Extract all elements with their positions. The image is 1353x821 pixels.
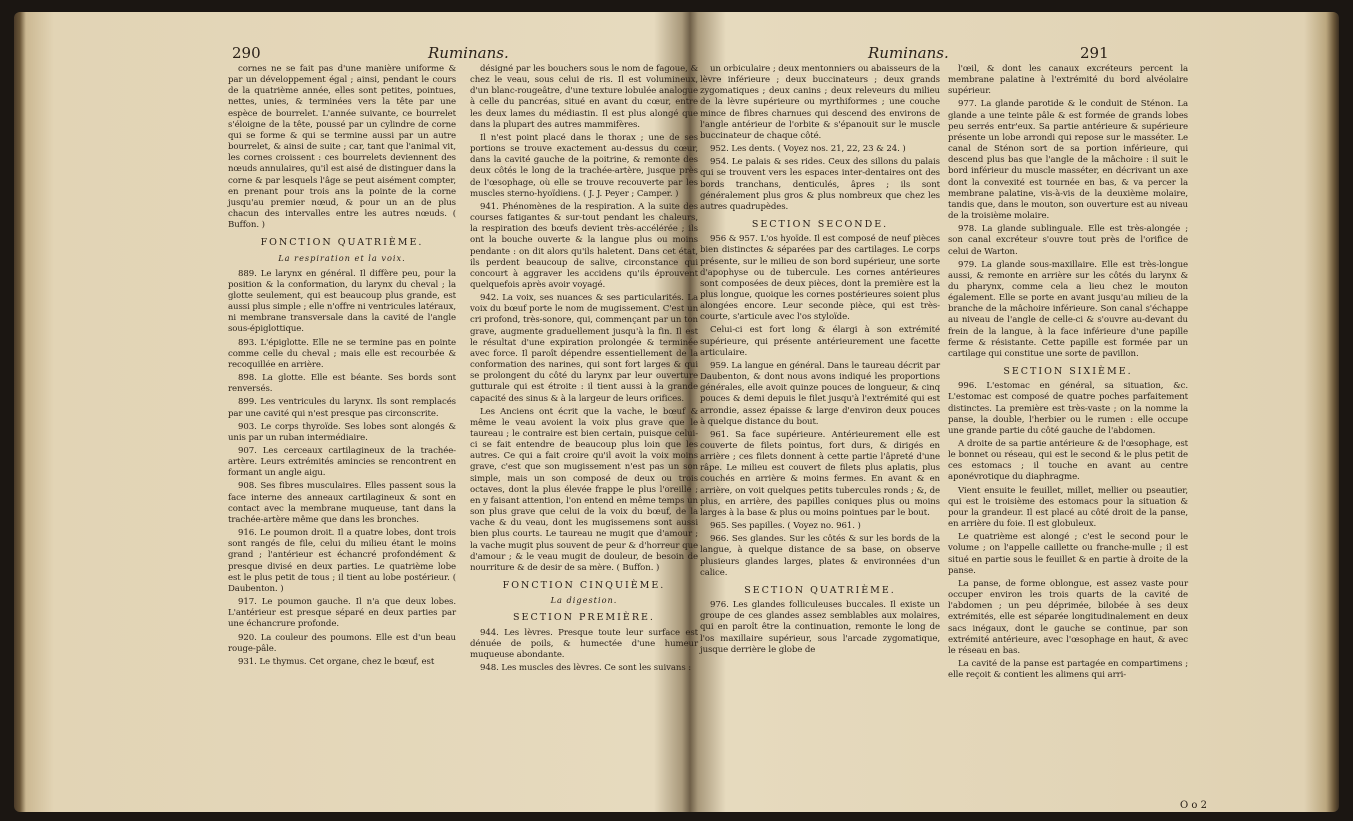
paragraph: 908. Ses fibres musculaires. Elles passent sous la face interne des anneaux cartilagineux & sont en contact avec la membrane muqueuse, tant dans la trachée-artère même que dans les bronches. (228, 481, 456, 525)
section-heading: FONCTION QUATRIÈME. (260, 237, 424, 249)
section-heading: SECTION SECONDE. (751, 219, 889, 231)
paragraph: un orbiculaire ; deux mentonniers ou abaisseurs de la lèvre inférieure ; deux buccinateurs ; deux grands zygomatiques ; deux canins ; deux releveurs du milieu de la lèvre supérieure ou myrthiformes ; une couche mince de fibres charnues qui descend des environs de l'angle antérieur de l'orbite & s'épanouit sur le muscle buccinateur de chaque côté. (700, 64, 940, 141)
paragraph: 996. L'estomac en général, sa situation, &c. L'estomac est composé de quatre poches parfaitement distinctes. La première est très-vaste ; on la nomme la panse, la double, l'herbier ou le rumen : elle occupe une grande partie du côté gauche de l'abdomen. (948, 381, 1188, 436)
section-heading: SECTION PREMIÈRE. (513, 612, 655, 624)
paragraph: 954. Le palais & ses rides. Ceux des sillons du palais qui se trouvent vers les espaces inter-dentaires ont des bords tranchans, denticulés, âpres ; ils sont généralement plus gros & plus nombreux que chez les autres quadrupèdes. (700, 157, 940, 212)
paragraph: 893. L'épiglotte. Elle ne se termine pas en pointe comme celle du cheval ; mais elle est recourbée & recoquillée en arrière. (228, 337, 456, 370)
paragraph: 942. La voix, ses nuances & ses particularités. La voix du bœuf porte le nom de mugissement. C'est un cri profond, très-sonore, qui, commençant par un ton grave, augmente graduellement jusqu'à la fin. Il est le résultat d'une expiration prolongée & terminée avec force. Il paroît dépendre essentiellement de la conformation des narines, qui sont fort larges & qui se prolongent du côté du larynx par leur ouverture gutturale qui est étroite : il tient aussi à la grande capacité des sinus & à la largeur de leurs orifices. (470, 293, 698, 404)
paragraph: 977. La glande parotide & le conduit de Sténon. La glande a une teinte pâle & est formée de grands lobes peu serrés entr'eux. Sa partie antérieure & supérieure présente un lobe arrondi qui repose sur le masséter. Le canal de Sténon sort de sa portion inférieure, qui descend plus bas que l'angle de la mâchoire : il suit le bord inférieur du muscle masséter, en décrivant un axe dont la convexité est tournée en bas, & va percer la membrane palatine, vis-à-vis de la deuxième molaire, tandis que, dans le mouton, son ouverture est au niveau de la troisième molaire. (948, 99, 1188, 222)
paragraph: 889. Le larynx en général. Il diffère peu, pour la position & la conformation, du larynx du cheval ; la glotte seulement, qui est beaucoup plus grande, est aussi plus simple ; elle n'offre ni ventricules latéraux, ni membrane transversale dans la cavité de l'angle sous-épiglottique. (228, 268, 456, 335)
paragraph: 903. Le corps thyroïde. Ses lobes sont alongés & unis par un ruban intermédiaire. (228, 421, 456, 443)
signature-mark: O o 2 (1180, 800, 1207, 811)
paragraph: Le quatrième est alongé ; c'est le second pour le volume ; on l'appelle caillette ou franche-mulle ; il est situé en partie sous le feuillet & en partie à droite de la panse. (948, 532, 1188, 576)
right-running-head: Ruminans. (868, 44, 949, 62)
paragraph: Vient ensuite le feuillet, millet, mellier ou pseautier, qui est le troisième des estomacs pour la situation & pour la grandeur. Il est placé au côté droit de la panse, en arrière du foie. Il est globuleux. (948, 485, 1188, 530)
section-heading: SECTION SIXIÈME. (1003, 366, 1133, 378)
paragraph: Il n'est point placé dans le thorax ; une de ses portions se trouve exactement au-dessus du cœur, dans la cavité gauche de la poitrine, & remonte des deux côtés le long de la trachée-artère, jusque près de l'œsophage, où elle se trouve recouverte par les muscles sterno-hyoïdiens. ( J. J. Peyer ; Camper. ) (470, 132, 698, 199)
paragraph: 899. Les ventricules du larynx. Ils sont remplacés par une cavité qui n'est presque pas circonscrite. (228, 397, 456, 419)
paragraph: 966. Ses glandes. Sur les côtés & sur les bords de la langue, à quelque distance de sa base, on observe plusieurs glandes larges, plates & environnées d'un calice. (700, 534, 940, 578)
section-heading: SECTION QUATRIÈME. (744, 584, 896, 596)
left-running-head: Ruminans. (428, 44, 509, 62)
left-column-2 (470, 64, 698, 676)
right-page-number: 291 (1080, 44, 1109, 62)
paragraph: 931. Le thymus. Cet organe, chez le bœuf, est (238, 656, 435, 667)
paragraph: 907. Les cerceaux cartilagineux de la trachée-artère. Leurs extrémités amincies se rencontrent en formant un angle aigu. (228, 446, 456, 479)
paragraph: 978. La glande sublinguale. Elle est très-alongée ; son canal excréteur s'ouvre tout près de l'orifice de celui de Warton. (948, 224, 1188, 257)
paragraph: 976. Les glandes folliculeuses buccales. Il existe un groupe de ces glandes assez semblables aux molaires, qui en paroît être la continuation, remonte le long de l'os maxillaire supérieur, sous l'arcade zygomatique, jusque derrière le globe de (700, 600, 940, 655)
paragraph: La panse, de forme oblongue, est assez vaste pour occuper environ les trois quarts de la cavité de l'abdomen ; un peu déprimée, bilobée à ses deux extrémités, elle est séparée longitudinalement en deux sacs inégaux, dont le gauche se continue, par son extrémité antérieure, avec l'œsophage en haut, & avec le réseau en bas. (948, 578, 1188, 656)
paragraph: 959. La langue en général. Dans le taureau décrit par Daubenton, & dont nous avons indiqué les proportions générales, elle avoit quinze pouces de longueur, & cinq pouces & demi depuis le filet jusqu'à l'extrémité qui est arrondie, assez épaisse & large d'environ deux pouces à quelque distance du bout. (700, 360, 940, 427)
paragraph: l'œil, & dont les canaux excréteurs percent la membrane palatine à l'extrémité du bord alvéolaire supérieur. (948, 64, 1188, 97)
paragraph: La cavité de la panse est partagée en compartimens ; elle reçoit & contient les alimens qui arri- (948, 658, 1188, 681)
paragraph: Les Anciens ont écrit que la vache, le bœuf & même le veau avoient la voix plus grave que le taureau ; le contraire est bien certain, puisque celui-ci se fait entendre de beaucoup plus loin que les autres. Ce qui a fait croire qu'il avoit la voix moins grave, c'est que son mugissement n'est pas un son simple, mais un son composé de deux ou trois octaves, dont la plus élevée frappe le plus l'oreille ; en y faisant attention, l'on entend en même temps un son plus grave que celui de la voix du bœuf, de la vache & du veau, dont les mugissemens sont aussi bien plus courts. Le taureau ne mugit que d'amour ; la vache mugit plus souvent de peur & d'horreur que d'amour ; & le veau mugit de douleur, de besoin de nourriture & de desir de sa mère. ( Buffon. ) (470, 406, 698, 573)
section-subheading: La respiration et la voix. (278, 252, 406, 263)
paragraph: 965. Ses papilles. ( Voyez no. 961. ) (710, 521, 861, 532)
section-heading: FONCTION CINQUIÈME. (502, 580, 666, 592)
paragraph: 961. Sa face supérieure. Antérieurement elle est couverte de filets pointus, fort durs, & dirigés en arrière ; ces filets donnent à cette partie l'âpreté d'une râpe. Le milieu est couvert de filets plus aplatis, plus couchés en arrière & moins fermes. En avant & en arrière, on voit quelques petits tubercules ronds ; &, de plus, en arrière, des papilles coniques plus ou moins larges à la base & plus ou moins pointues par le bout. (700, 429, 940, 518)
paragraph: 898. La glotte. Elle est béante. Ses bords sont renversés. (228, 373, 456, 395)
paragraph: 916. Le poumon droit. Il a quatre lobes, dont trois sont rangés de file, celui du milieu étant le moins grand ; l'antérieur est échancré profondément & presque divisé en deux parties. Le quatrième lobe est le plus petit de tous ; il tient au lobe postérieur. ( Daubenton. ) (228, 528, 456, 594)
paragraph: désigné par les bouchers sous le nom de fagoue, & chez le veau, sous celui de ris. Il est volumineux, d'un blanc-rougeâtre, d'une texture lobulée analogue à celle du pancréas, situé en avant du cœur, entre les deux lames du médiastin. Il est plus alongé que dans la plupart des autres mammifères. (470, 64, 698, 130)
paragraph: 952. Les dents. ( Voyez nos. 21, 22, 23 & 24. ) (710, 144, 906, 155)
section-subheading: La digestion. (550, 595, 618, 606)
paragraph: 941. Phénomènes de la respiration. A la suite des courses fatigantes & sur-tout pendant les chaleurs, la respiration des bœufs devient très-accélérée ; ils ont la bouche ouverte & la langue plus ou moins pendante : on dit alors qu'ils haletent. Dans cet état, ils perdent beaucoup de salive, circonstance qui concourt à aggraver les accidens qu'ils éprouvent quelquefois après avoir voyagé. (470, 201, 698, 290)
paragraph: 920. La couleur des poumons. Elle est d'un beau rouge-pâle. (228, 632, 456, 654)
paragraph: Celui-ci est fort long & élargi à son extrémité supérieure, qui présente antérieurement une facette articulaire. (700, 325, 940, 358)
paragraph: 979. La glande sous-maxillaire. Elle est très-longue aussi, & remonte en arrière sur les côtés du larynx & du pharynx, comme cela a lieu chez le mouton également. Elle se porte en avant jusqu'au milieu de la branche de la mâchoire inférieure. Son canal s'échappe au niveau de l'angle de celle-ci & s'ouvre au-devant du frein de la langue, à la face inférieure d'une papille ferme & résistante. Cette papille est formée par un cartilage qui constitue une sorte de pavillon. (948, 259, 1188, 359)
left-page-number: 290 (232, 44, 261, 62)
left-column-1 (228, 64, 456, 670)
paragraph: 944. Les lèvres. Presque toute leur surface est dénuée de poils, & humectée d'une humeur muqueuse abondante. (470, 627, 698, 660)
right-column-1 (700, 64, 940, 658)
right-column-2 (948, 64, 1188, 683)
paragraph: A droite de sa partie antérieure & de l'œsophage, est le bonnet ou réseau, qui est le second & le plus petit de ces estomacs ; il touche en avant au centre aponévrotique du diaphragme. (948, 439, 1188, 483)
paragraph: cornes ne se fait pas d'une manière uniforme & par un développement égal ; ainsi, pendant le cours de la quatrième année, elles sont petites, pointues, nettes, unies, & terminées vers la tête par une espèce de bourrelet. L'année suivante, ce bourrelet s'éloigne de la tête, poussé par un cylindre de corne qui se forme & qui se termine aussi par un autre bourrelet, & ainsi de suite ; car, tant que l'animal vit, les cornes croissent : ces bourrelets deviennent des nœuds annulaires, qu'il est aisé de distinguer dans la corne & par lesquels l'âge se peut aisément compter, en prenant pour trois ans la pointe de la corne jusqu'au premier nœud, & pour un an de plus chacun des intervalles entre les autres nœuds. ( Buffon. ) (228, 64, 456, 231)
paragraph: 956 & 957. L'os hyoïde. Il est composé de neuf pièces bien distinctes & séparées par des cartilages. Le corps présente, sur le milieu de son bord supérieur, une sorte d'apophyse ou de tubercule. Les cornes antérieures sont composées de deux pièces, dont la première est la plus longue, quoique les cornes postérieures soient plus alongées encore. Leur seconde pièce, qui est très-courte, s'articule avec l'os styloïde. (700, 234, 940, 323)
paragraph: 948. Les muscles des lèvres. Ce sont les suivans : (480, 662, 692, 673)
paragraph: 917. Le poumon gauche. Il n'a que deux lobes. L'antérieur est presque séparé en deux parties par une échancrure profonde. (228, 597, 456, 630)
